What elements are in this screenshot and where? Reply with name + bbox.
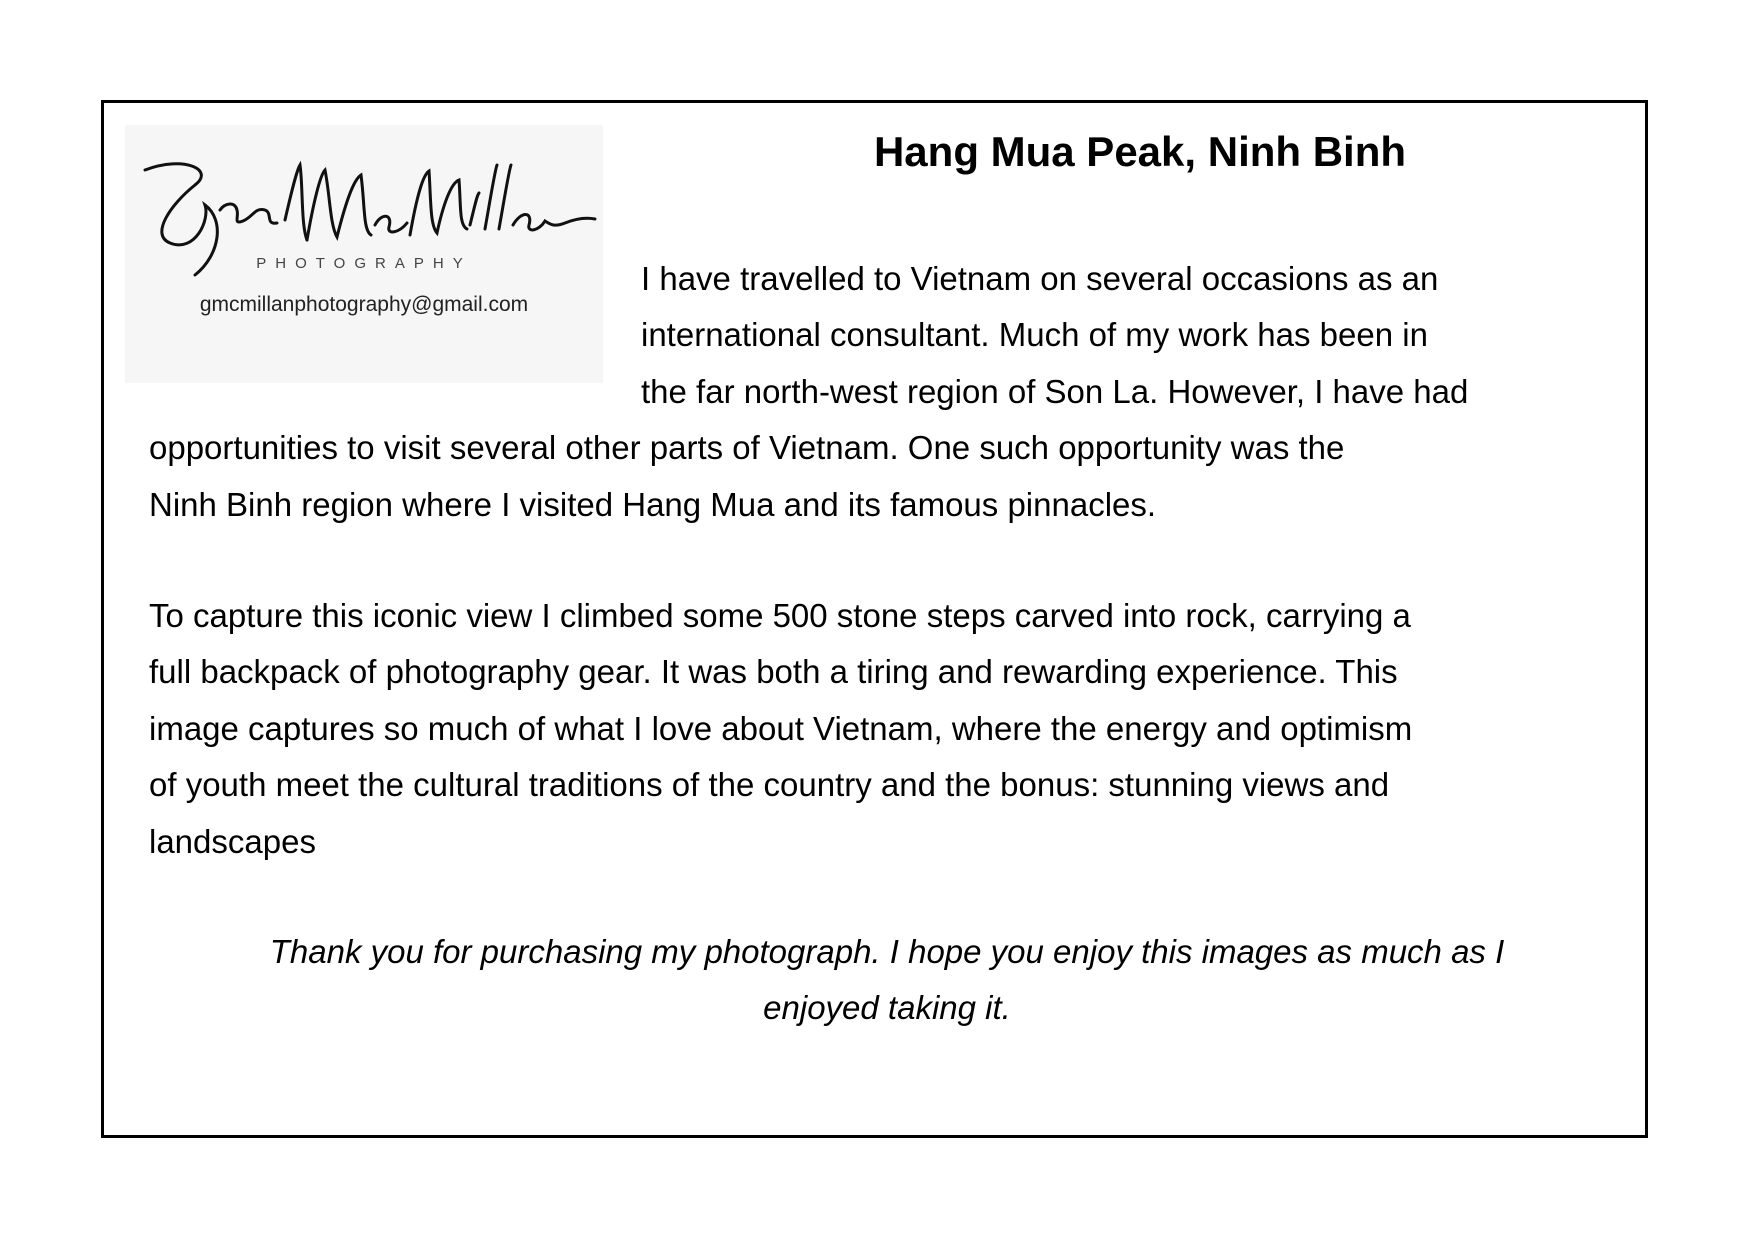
closing-line: Thank you for purchasing my photograph. I hope you enjoy this images as much as I [269, 933, 1505, 970]
closing-line: enjoyed taking it. [763, 989, 1011, 1027]
paragraph-line: Ninh Binh region where I visited Hang Mua and its famous pinnacles. [149, 485, 1157, 523]
paragraph-line: the far north-west region of Son La. However, I have had [641, 372, 1469, 410]
paragraph-line: image captures so much of what I love about Vietnam, where the energy and optimism [149, 709, 1413, 747]
story-paragraph [149, 588, 1412, 870]
paragraph-line: full backpack of photography gear. It was both a tiring and rewarding experience. This [149, 653, 1398, 691]
logo-email: gmcmillanphotography@gmail.com [199, 293, 529, 316]
paragraph-line: of youth meet the cultural traditions of the country and the bonus: stunning views and [149, 766, 1390, 804]
closing-note [149, 924, 1625, 1037]
paragraph-line: opportunities to visit several other parts of Vietnam. One such opportunity was the [149, 429, 1345, 467]
paragraph-line: international consultant. Much of my work has been in [641, 316, 1428, 354]
paragraph-line: To capture this iconic view I climbed some 500 stone steps carved into rock, carrying a [149, 597, 1411, 634]
paragraph-line: I have travelled to Vietnam on several occasions as an [641, 260, 1439, 297]
page-title: Hang Mua Peak, Ninh Binh [873, 128, 1407, 175]
paragraph-line: landscapes [149, 822, 316, 860]
logo-tagline: PHOTOGRAPHY [256, 255, 472, 272]
intro-paragraph [149, 251, 1468, 533]
